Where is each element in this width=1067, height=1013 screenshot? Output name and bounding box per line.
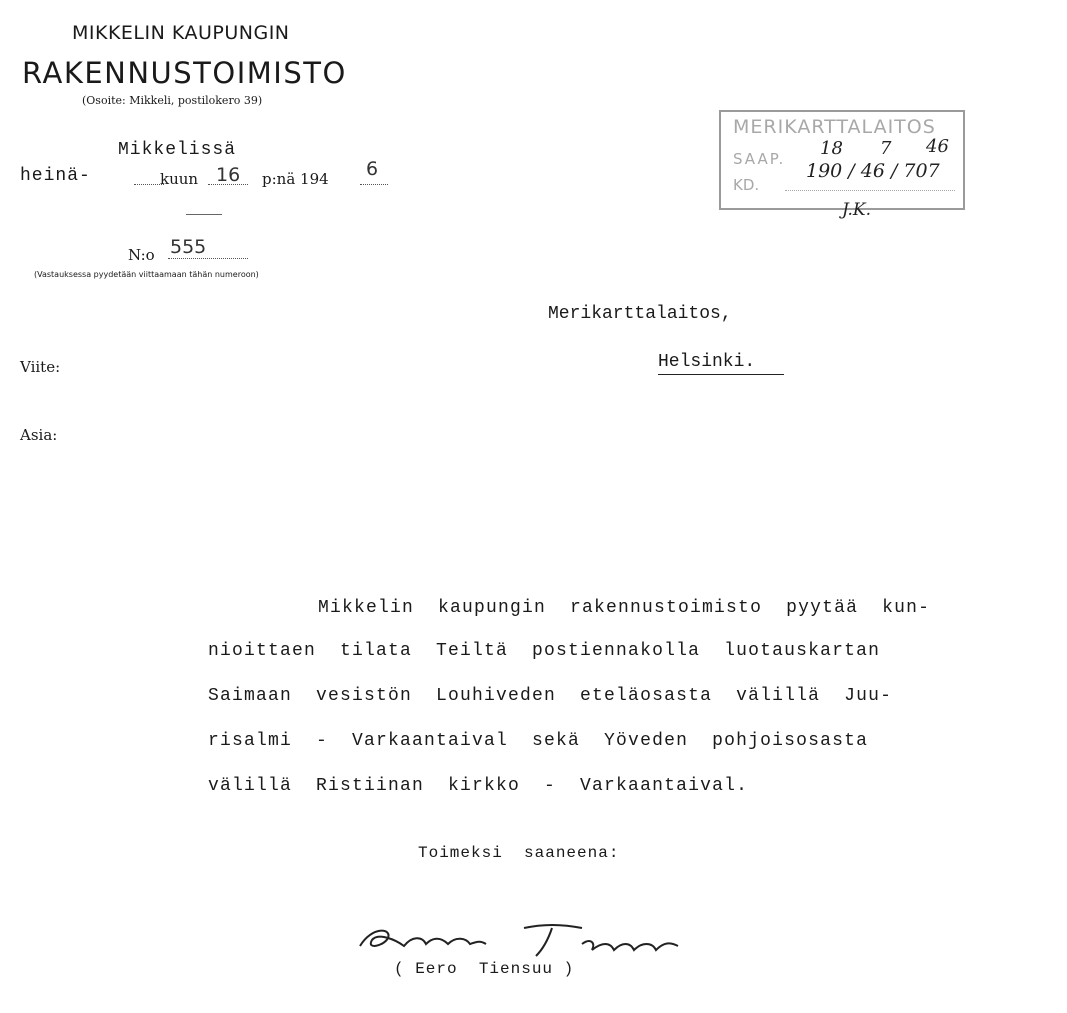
- date-year-digit: 6: [366, 158, 379, 180]
- place-name: Mikkelissä: [118, 140, 237, 160]
- year-label: p:nä 194: [262, 170, 329, 188]
- stamp-initials: J.K.: [842, 200, 872, 220]
- closing-line: Toimeksi saaneena:: [418, 844, 620, 862]
- stamp-saap-label: SAAP.: [733, 150, 786, 168]
- stamp-dotted-line: [785, 190, 955, 191]
- org-name-line2: RAKENNUSTOIMISTO: [22, 56, 347, 90]
- body-line-3: Saimaan vesistön Louhiveden eteläosasta välillä Juu-: [208, 686, 893, 706]
- stamp-date-year: 46: [926, 136, 949, 157]
- recipient-city-underline: [658, 374, 784, 375]
- stamp-date-month: 7: [880, 138, 892, 159]
- stamp-title: MERIKARTTALAITOS: [733, 116, 936, 138]
- reference-number: 555: [170, 236, 207, 258]
- reference-blank-line: [168, 258, 248, 259]
- stamp-kd-value: 190 / 46 / 707: [806, 160, 940, 182]
- date-month: heinä-: [20, 166, 91, 186]
- day-blank-line: [208, 184, 248, 185]
- reference-number-label: N:o: [128, 246, 155, 264]
- year-blank-line: [360, 184, 388, 185]
- body-line-4: risalmi - Varkaantaival sekä Yöveden pohjoisosasta: [208, 731, 869, 751]
- kuun-label: kuun: [160, 170, 199, 188]
- typed-signature: ( Eero Tiensuu ): [394, 960, 575, 978]
- body-line-5: välillä Ristiinan kirkko - Varkaantaival.: [208, 776, 749, 796]
- handwritten-signature: [352, 916, 692, 966]
- reference-note: (Vastauksessa pyydetään viittaamaan tähän numeroon): [34, 270, 259, 279]
- stamp-date-day: 18: [820, 138, 843, 159]
- date-day: 16: [216, 164, 241, 186]
- divider: [186, 214, 222, 215]
- recipient-name: Merikarttalaitos,: [548, 304, 732, 324]
- viite-label: Viite:: [20, 358, 61, 376]
- body-line-2: nioittaen tilata Teiltä postiennakolla luotauskartan: [208, 641, 881, 661]
- stamp-kd-label: KD.: [733, 176, 760, 194]
- org-name-line1: MIKKELIN KAUPUNGIN: [72, 22, 290, 44]
- body-line-1: Mikkelin kaupungin rakennustoimisto pyytää kun-: [318, 598, 931, 618]
- asia-label: Asia:: [20, 426, 58, 444]
- recipient-city: Helsinki.: [658, 352, 756, 372]
- org-address: (Osoite: Mikkeli, postilokero 39): [82, 94, 263, 107]
